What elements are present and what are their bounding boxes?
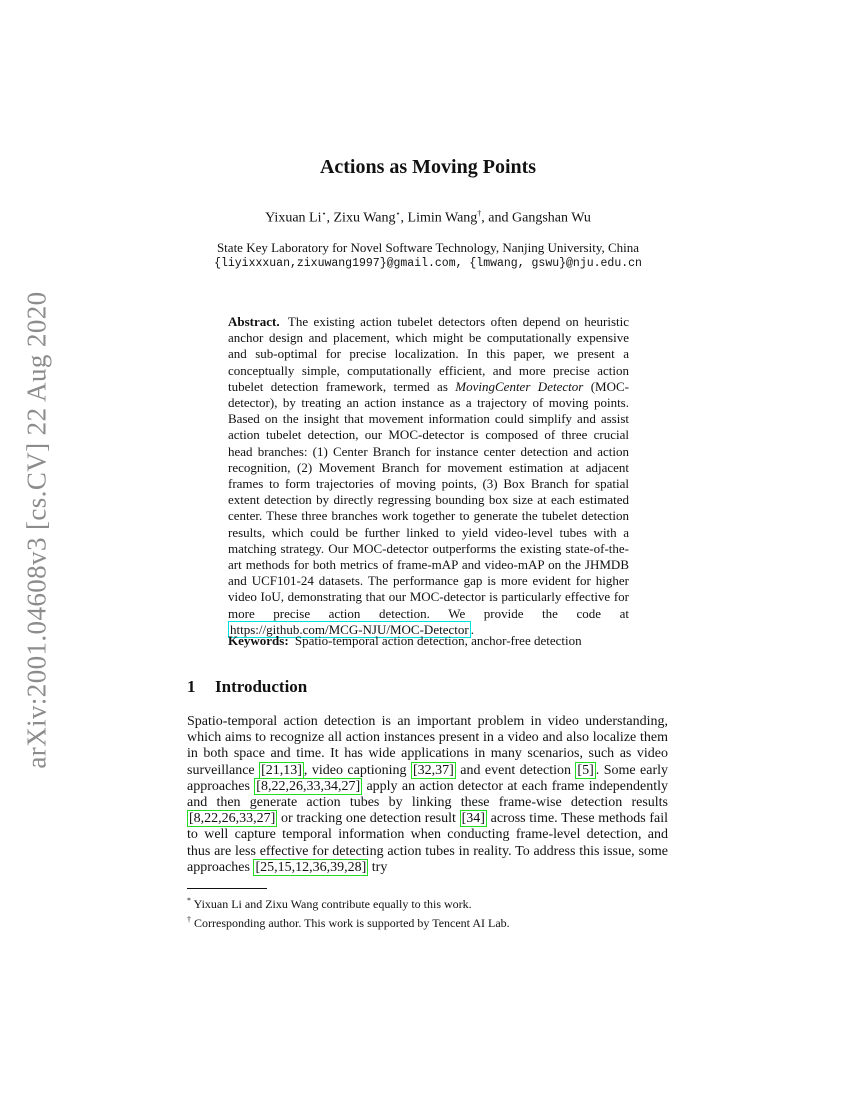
body-text: across time. These methods fail to well capture temporal information when conducting frame-level detection, and thus are less effective for detecting action tubes in reality. To address this issue, some approaches (187, 811, 669, 875)
body-text: or tracking one detection result (277, 811, 460, 827)
footnote-corresponding-author (187, 912, 510, 931)
equal-contribution-mark: ⋆ (321, 209, 327, 218)
keywords-text: Spatio-temporal action detection, anchor-free detection (294, 633, 582, 648)
footnote-equal-contribution (187, 893, 510, 912)
footnote-text: Yixuan Li and Zixu Wang contribute equally to this work. (193, 897, 472, 911)
body-text: Spatio-temporal action detection is an important problem in video understanding, which aims to recognize all action instances present in a video and also localize them in both space and time. It has wide applications in many scenarios, such as video surveillance (187, 714, 668, 778)
body-text: and event detection (455, 762, 576, 778)
body-text: , video captioning (303, 762, 411, 778)
author-list: Yixuan Li⋆, Zixu Wang⋆, Limin Wang†, and Gangshan Wu (265, 209, 591, 226)
citation-link[interactable]: [8,22,26,33,27] (189, 811, 276, 827)
citation-link[interactable]: [34] (461, 811, 485, 827)
author-name: and Gangshan Wu (488, 210, 591, 226)
section-heading (187, 677, 307, 697)
abstract-text: The existing action tubelet detectors often depend on heuristic anchor design and placement, which might be computationally expensive and sub-optimal for precise localization. In this paper, we present a conceptually simple, computationally efficient, and more precise action tubelet detection framework, termed as (228, 314, 630, 394)
author-name: Limin Wang (407, 210, 478, 226)
footnotes (187, 893, 510, 931)
keywords (228, 633, 629, 649)
footnote-mark: † (187, 915, 191, 924)
body-text: . Some early approaches (187, 762, 669, 794)
abstract (228, 314, 629, 638)
citation-link[interactable]: [8,22,26,33,34,27] (256, 778, 361, 794)
corresponding-author-mark: † (477, 209, 482, 218)
author-emails: {liyixxxuan,zixuwang1997}@gmail.com, {lmwang, gswu}@nju.edu.cn (214, 257, 642, 270)
author-name: Zixu Wang (333, 210, 396, 226)
body-text: try (368, 859, 388, 875)
keywords-label: Keywords: (228, 633, 289, 648)
abstract-label: Abstract. (228, 314, 280, 329)
introduction-paragraph (187, 714, 668, 876)
paper-title: Actions as Moving Points (319, 156, 537, 178)
equal-contribution-mark: ⋆ (395, 209, 401, 218)
citation-link[interactable]: [21,13] (261, 762, 302, 778)
section-number: 1 (187, 677, 196, 696)
method-name: MovingCenter Detector (455, 378, 584, 394)
abstract-text: (MOC-detector), by treating an action instance as a trajectory of moving points. Based on the insight that movement information could simplify and assist action tubelet detection, our MOC-detector is composed of three crucial head branches: (1) Center Branch for instance center detection and action recognition, (2) Movement Branch for movement estimation at adjacent frames to form trajectories of moving points, (3) Box Branch for spatial extent detection by directly regressing bounding box size at each estimated center. These three branches work together to generate the tubelet detection results, which could be further linked to yield video-level tubes with a matching strategy. Our MOC-detector outperforms the existing state-of-the-art methods for both metrics of frame-mAP and video-mAP on the JHMDB and UCF101-24 datasets. The performance gap is more evident for higher video IoU, demonstrating that our MOC-detector is particularly effective for more precise action detection. We provide the code at (228, 378, 629, 621)
footnote-rule (187, 888, 267, 889)
affiliation: State Key Laboratory for Novel Software Technology, Nanjing University, China (216, 240, 640, 255)
citation-link[interactable]: [5] (577, 762, 594, 778)
footnote-mark: * (187, 896, 191, 905)
citation-link[interactable]: [32,37] (412, 762, 454, 778)
citation-link[interactable]: [25,15,12,36,39,28] (255, 859, 367, 875)
author-name: Yixuan Li (265, 210, 322, 226)
body-text: apply an action detector at each frame independently and then generate action tubes by linking these frame-wise detection results (187, 778, 668, 811)
section-title: Introduction (215, 677, 308, 696)
arxiv-identifier-stamp: arXiv:2001.04608v3 [cs.CV] 22 Aug 2020 (21, 291, 52, 769)
code-url-link[interactable]: https://github.com/MCG-NJU/MOC-Detector (230, 621, 469, 637)
abstract-text: . (470, 621, 474, 637)
footnote-text: Corresponding author. This work is supported by Tencent AI Lab. (194, 916, 510, 930)
